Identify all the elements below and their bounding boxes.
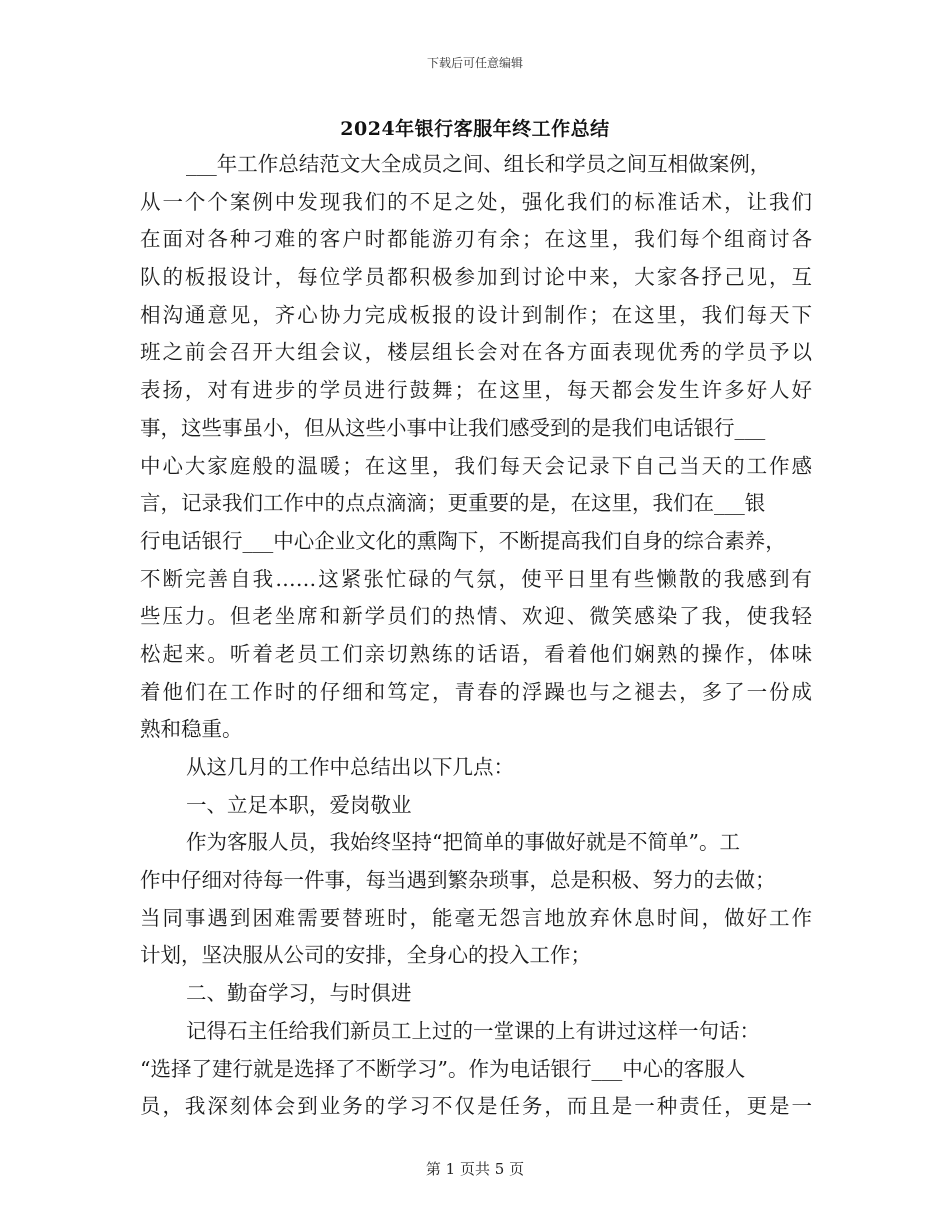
- paragraph-line: 队的板报设计，每位学员都积极参加到讨论中来，大家各抒己见，互: [140, 265, 812, 290]
- paragraph-line: 行电话银行___中心企业文化的熏陶下，不断提高我们自身的综合素养，: [140, 528, 786, 553]
- paragraph-line: 计划，坚决服从公司的安排，全身心的投入工作；: [140, 943, 591, 968]
- page-number-footer: 第 1 页共 5 页: [425, 1160, 525, 1178]
- paragraph-line: 中心大家庭般的温暖；在这里，我们每天会记录下自己当天的工作感: [140, 453, 812, 478]
- document-body: [140, 146, 812, 1126]
- paragraph-line: 熟和稳重。: [140, 717, 243, 742]
- paragraph-line: 相沟通意见，齐心协力完成板报的设计到制作；在这里，我们每天下: [140, 302, 812, 327]
- paragraph-line: 作为客服人员，我始终坚持“把简单的事做好就是不简单”。工: [186, 830, 740, 855]
- paragraph-line: 些压力。但老坐席和新学员们的热情、欢迎、微笑感染了我，使我轻: [140, 604, 812, 629]
- header-note: 下载后可任意编辑: [426, 56, 523, 70]
- paragraph-line: 不断完善自我……这紧张忙碌的气氛，使平日里有些懒散的我感到有: [140, 566, 812, 591]
- paragraph-line: 作中仔细对待每一件事，每当遇到繁杂琐事，总是积极、努力的去做；: [140, 868, 776, 893]
- paragraph-line: 记得石主任给我们新员工上过的一堂课的上有讲过这样一句话：: [186, 1018, 760, 1043]
- section-heading: 一、立足本职，爱岗敬业: [186, 792, 412, 817]
- paragraph-line: 事，这些事虽小，但从这些小事中让我们感受到的是我们电话银行___: [140, 415, 766, 440]
- section-heading: 二、勤奋学习，与时俱进: [186, 981, 412, 1006]
- paragraph-line: 当同事遇到困难需要替班时，能毫无怨言地放弃休息时间，做好工作: [140, 905, 812, 930]
- paragraph-line: 从这几月的工作中总结出以下几点：: [186, 755, 514, 779]
- paragraph-line: 表扬，对有进步的学员进行鼓舞；在这里，每天都会发生许多好人好: [140, 378, 812, 403]
- paragraph-line: “选择了建行就是选择了不断学习”。作为电话银行___中心的客服人: [140, 1056, 746, 1081]
- paragraph-line: 在面对各种刁难的客户时都能游刃有余；在这里，我们每个组商讨各: [140, 227, 812, 252]
- paragraph-line: 员，我深刻体会到业务的学习不仅是任务，而且是一种责任，更是一: [140, 1094, 812, 1119]
- paragraph-line: 言，记录我们工作中的点点滴滴；更重要的是，在这里，我们在___银: [140, 491, 766, 516]
- paragraph-line: 班之前会召开大组会议，楼层组长会对在各方面表现优秀的学员予以: [140, 340, 812, 365]
- paragraph-line: 从一个个案例中发现我们的不足之处，强化我们的标准话术，让我们: [140, 189, 812, 214]
- paragraph-line: ___年工作总结范文大全成员之间、组长和学员之间互相做案例，: [186, 152, 771, 176]
- paragraph-line: 松起来。听着老员工们亲切熟练的话语，看着他们娴熟的操作，体味: [140, 641, 812, 666]
- document-title: 2024年银行客服年终工作总结: [340, 118, 610, 140]
- paragraph-line: 着他们在工作时的仔细和笃定，青春的浮躁也与之褪去，多了一份成: [140, 679, 812, 704]
